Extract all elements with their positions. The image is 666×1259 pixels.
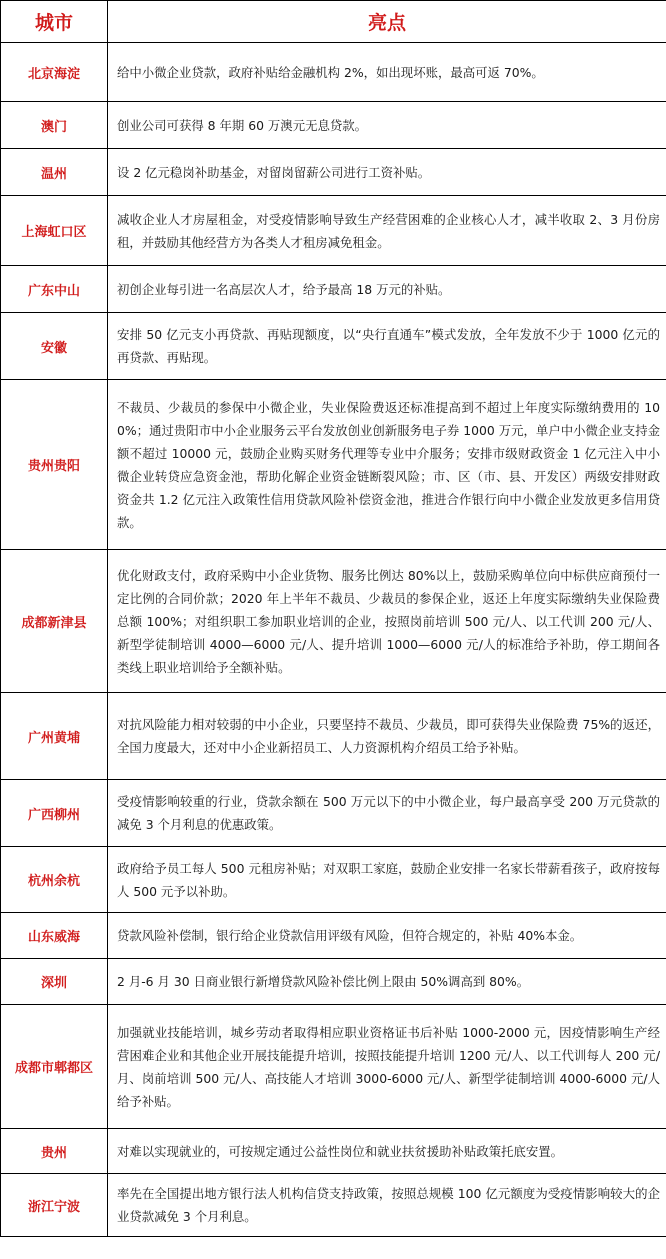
table-row: [1, 847, 666, 913]
city-cell: 杭州余杭: [1, 847, 108, 913]
table-row: [1, 380, 666, 550]
table-row: [1, 550, 666, 693]
city-cell: 成都新津县: [1, 550, 108, 693]
city-cell: 北京海淀: [1, 43, 108, 102]
highlight-cell: 率先在全国提出地方银行法人机构信贷支持政策，按照总规模 100 亿元额度为受疫情影响较大的企业贷款减免 3 个月利息。: [108, 1174, 666, 1237]
table-row: [1, 693, 666, 780]
column-header-city: 城市: [1, 1, 108, 43]
table-row: [1, 102, 666, 149]
highlight-cell: 2 月-6 月 30 日商业银行新增贷款风险补偿比例上限由 50%调高到 80%。: [108, 959, 666, 1005]
city-cell: 贵州贵阳: [1, 380, 108, 550]
city-cell: 澳门: [1, 102, 108, 149]
city-cell: 贵州: [1, 1129, 108, 1174]
highlight-cell: 不裁员、少裁员的参保中小微企业，失业保险费返还标准提高到不超过上年度实际缴纳费用的 100%；通过贵阳市中小企业服务云平台发放创业创新服务电子券 1000 万元，单户中小微企业支持金额不超过 10000 元，鼓励企业购买财务代理等专业中介服务；安排市级财政资金 1 亿元注入中小微企业转贷应急资金池，帮助化解企业资金链断裂风险；市、区（市、县、开发区）两级安排财政资金共 1.2 亿元注入政策性信用贷款风险补偿资金池，推进合作银行向中小微企业发放更多信用贷款。: [108, 380, 666, 550]
highlight-cell: 对难以实现就业的，可按规定通过公益性岗位和就业扶贫援助补贴政策托底安置。: [108, 1129, 666, 1174]
table-row: [1, 780, 666, 847]
table-row: [1, 1174, 666, 1237]
highlight-cell: 初创企业每引进一名高层次人才，给予最高 18 万元的补贴。: [108, 266, 666, 313]
highlight-cell: 给中小微企业贷款，政府补贴给金融机构 2%，如出现坏账，最高可返 70%。: [108, 43, 666, 102]
table-row: [1, 913, 666, 959]
column-header-highlight: 亮点: [108, 1, 666, 43]
table-row: [1, 1005, 666, 1129]
table-row: [1, 266, 666, 313]
table-row: [1, 959, 666, 1005]
city-cell: 深圳: [1, 959, 108, 1005]
table-row: [1, 1129, 666, 1174]
city-cell: 广西柳州: [1, 780, 108, 847]
table-row: [1, 196, 666, 266]
city-cell: 安徽: [1, 313, 108, 380]
city-cell: 浙江宁波: [1, 1174, 108, 1237]
city-cell: 广东中山: [1, 266, 108, 313]
highlight-cell: 受疫情影响较重的行业，贷款余额在 500 万元以下的中小微企业，每户最高享受 200 万元贷款的减免 3 个月利息的优惠政策。: [108, 780, 666, 847]
city-cell: 温州: [1, 149, 108, 196]
highlight-cell: 安排 50 亿元支小再贷款、再贴现额度，以“央行直通车”模式发放，全年发放不少于 1000 亿元的再贷款、再贴现。: [108, 313, 666, 380]
table-header-row: [1, 1, 666, 43]
highlight-cell: 政府给予员工每人 500 元租房补贴；对双职工家庭，鼓励企业安排一名家长带薪看孩子，政府按每人 500 元予以补助。: [108, 847, 666, 913]
highlight-cell: 设 2 亿元稳岗补助基金，对留岗留薪公司进行工资补贴。: [108, 149, 666, 196]
table-row: [1, 149, 666, 196]
table-row: [1, 313, 666, 380]
city-cell: 广州黄埔: [1, 693, 108, 780]
city-cell: 上海虹口区: [1, 196, 108, 266]
highlight-cell: 优化财政支付，政府采购中小企业货物、服务比例达 80%以上，鼓励采购单位向中标供应商预付一定比例的合同价款；2020 年上半年不裁员、少裁员的参保企业，返还上年度实际缴纳失业保险费总额 100%；对组织职工参加职业培训的企业，按照岗前培训 500 元/人、以工代训 200 元/人、新型学徒制培训 4000—6000 元/人、提升培训 1000—6000 元/人的标准给予补助，停工期间各类线上职业培训给予全额补贴。: [108, 550, 666, 693]
highlight-cell: 贷款风险补偿制，银行给企业贷款信用评级有风险，但符合规定的，补贴 40%本金。: [108, 913, 666, 959]
highlight-cell: 加强就业技能培训，城乡劳动者取得相应职业资格证书后补贴 1000-2000 元，因疫情影响生产经营困难企业和其他企业开展技能提升培训，按照技能提升培训 1200 元/人、以工代训每人 200 元/月、岗前培训 500 元/人、高技能人才培训 3000-6000 元/人、新型学徒制培训 4000-6000 元/人给予补贴。: [108, 1005, 666, 1129]
highlight-cell: 减收企业人才房屋租金，对受疫情影响导致生产经营困难的企业核心人才，减半收取 2、3 月份房租，并鼓励其他经营方为各类人才租房减免租金。: [108, 196, 666, 266]
table-row: [1, 43, 666, 102]
city-cell: 山东威海: [1, 913, 108, 959]
city-cell: 成都市郫都区: [1, 1005, 108, 1129]
highlight-cell: 创业公司可获得 8 年期 60 万澳元无息贷款。: [108, 102, 666, 149]
highlight-cell: 对抗风险能力相对较弱的中小企业，只要坚持不裁员、少裁员，即可获得失业保险费 75%的返还，全国力度最大，还对中小企业新招员工、人力资源机构介绍员工给予补贴。: [108, 693, 666, 780]
